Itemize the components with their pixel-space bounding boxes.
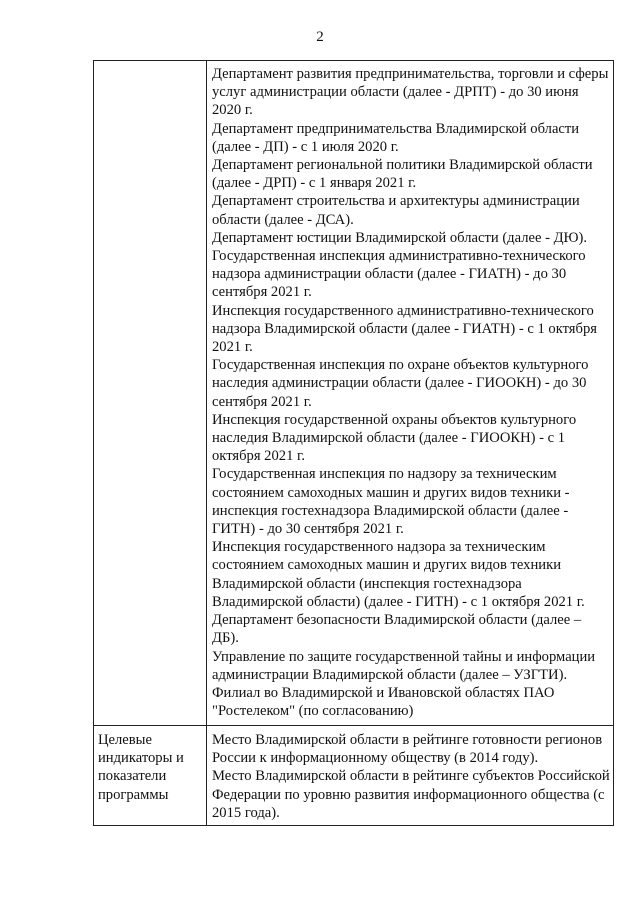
program-passport-table [93,60,614,826]
table-row-indicators [94,726,614,826]
table-row-participants [94,61,614,726]
participant-entry-rostelecom: Филиал во Владимирской и Ивановской областях ПАО "Ростелеком" (по согласованию) [212,684,555,720]
page-number: 2 [316,29,324,45]
participant-entry-giookn-new: Инспекция государственной охраны объектов культурного наследия Владимирской области (далее - ГИООКН) - с 1 октября 2021 г. [212,411,577,465]
participant-entry-dp: Департамент предпринимательства Владимирской области (далее - ДП) - с 1 июля 2020 г. [212,120,580,155]
participant-entry-db: Департамент безопасности Владимирской области (далее – ДБ). [212,612,582,647]
participant-entry-giookn-old: Государственная инспекция по охране объектов культурного наследия администрации области (далее - ГИООКН) - до 30 сентября 2021 г. [212,357,589,410]
indicator-entry: Место Владимирской области в рейтинге субъектов Российской Федерации по уровню развития информационного общества (с 2015 года). [212,768,610,821]
participant-entry-giatn-new: Инспекция государственного административно-технического надзора Владимирской области (далее - ГИАТН) - с 1 октября 2021 г. [212,302,597,356]
indicators-cell [207,726,614,826]
participant-entry-gitn-new: Инспекция государственного надзора за техническим состоянием самоходных машин и других видов техники Владимирской области (инспекция гостехнадзора Владимирской области) (далее - ГИТН) - с 1 октября 2021 г. [212,539,585,610]
participants-cell [207,61,614,726]
indicator-entry: Место Владимирской области в рейтинге готовности регионов России к информационному обществу (в 2014 году). [212,732,603,767]
participant-entry-gitn-old: Государственная инспекция по надзору за техническим состоянием самоходных машин и других видов техники - инспекция гостехнадзора Владимирской области (далее - ГИТН) - до 30 сентября 2021 г. [212,466,570,538]
participant-entry-dyu: Департамент юстиции Владимирской области (далее - ДЮ). [212,229,588,246]
indicators-label: Целевые индикаторы и показатели программы [98,732,184,803]
row-label-cell [94,726,207,826]
participant-entry-drp: Департамент региональной политики Владимирской области (далее - ДРП) - с 1 января 2021 г. [212,157,593,192]
participant-entry-giatn-old: Государственная инспекция административно-технического надзора администрации области (далее - ГИАТН) - до 30 сентября 2021 г. [212,248,586,301]
participant-entry-drpt: Департамент развития предпринимательства, торговли и сферы услуг администрации области (далее - ДРПТ) - до 30 июня 2020 г. [212,66,609,119]
row-label-cell [94,61,207,726]
participant-entry-dsa: Департамент строительства и архитектуры администрации области (далее - ДСА). [212,193,580,228]
participant-entry-uzgti: Управление по защите государственной тайны и информации администрации Владимирской области (далее – УЗГТИ). [212,648,596,683]
